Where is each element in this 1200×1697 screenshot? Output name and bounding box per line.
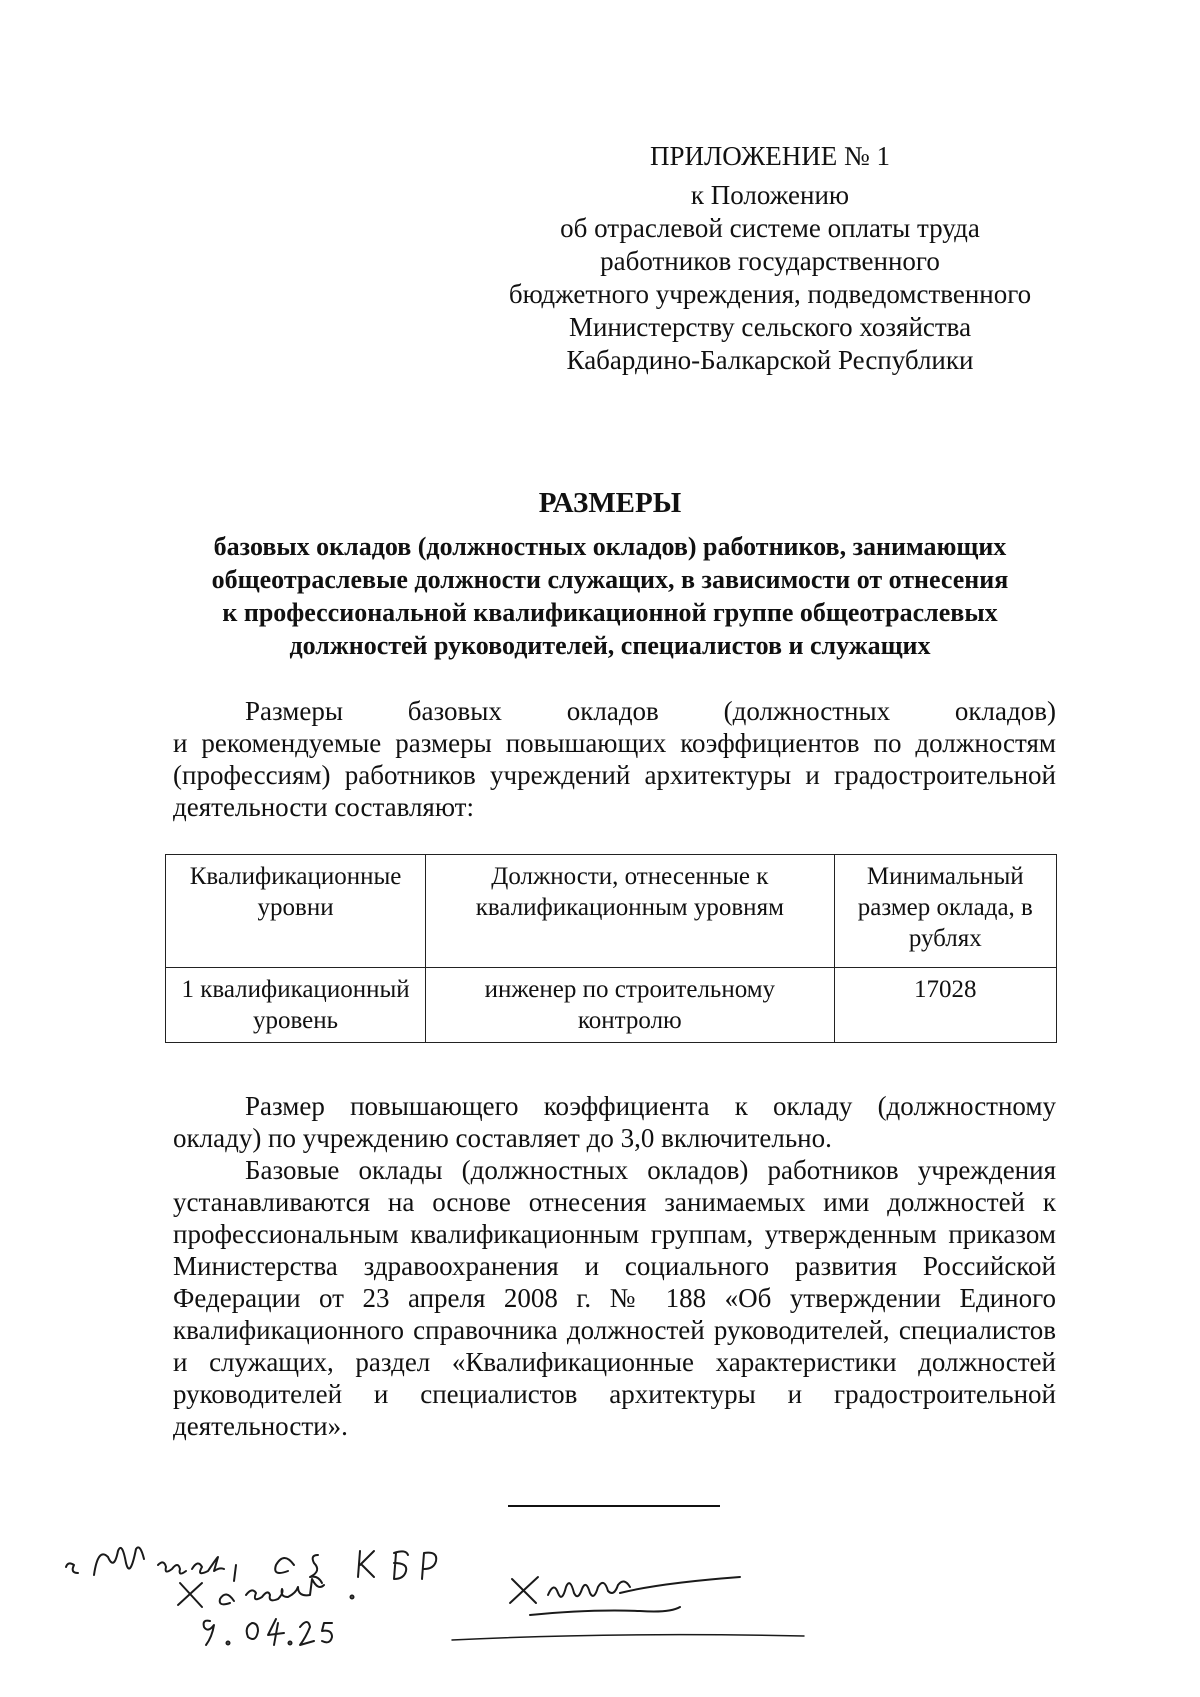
signature-mark xyxy=(452,1577,804,1640)
appendix-line: Кабардино-Балкарской Республики xyxy=(566,345,974,375)
base-salary-paragraph xyxy=(173,1154,1056,1442)
intro-paragraph xyxy=(173,695,1056,823)
document-title: РАЗМЕРЫ xyxy=(538,487,682,519)
intro-first-line: Размеры базовых окладов (должностных окладов) xyxy=(245,696,1056,726)
appendix-line: к Положению xyxy=(690,180,850,210)
header-qualification-levels: Квалификационные уровни xyxy=(166,855,426,968)
table-row xyxy=(166,968,1057,1043)
appendix-line: Министерству сельского хозяйства xyxy=(568,312,972,342)
appendix-line: об отраслевой системе оплаты труда xyxy=(560,213,980,243)
subtitle-line: базовых окладов (должностных окладов) работников, занимающих xyxy=(213,532,1007,561)
subtitle-line: к профессиональной квалификационной группе общеотраслевых xyxy=(222,598,998,627)
header-min-salary: Минимальный размер оклада, в рублях xyxy=(834,855,1056,968)
coefficient-paragraph xyxy=(173,1090,1056,1154)
appendix-line: бюджетного учреждения, подведомственного xyxy=(508,279,1032,309)
document-subtitle xyxy=(160,530,1060,662)
separator-line xyxy=(508,1505,720,1507)
table-header-row xyxy=(166,855,1057,968)
appendix-block xyxy=(480,140,1060,377)
header-positions: Должности, отнесенные к квалификационным уровням xyxy=(426,855,834,968)
intro-rest: и рекомендуемые размеры повышающих коэффициентов по должностям (профессиям) работников учреждений архитектуры и градостроительной деятельности составляют: xyxy=(173,728,1056,822)
base-first-line: Базовые оклады (должностных окладов) работников учреждения xyxy=(245,1155,1056,1185)
base-rest: устанавливаются на основе отнесения занимаемых ими должностей к профессиональным квалификационным группам, утвержденным приказом Министерства здравоохранения и социального развития Российской Федерации от 23 апреля 2008 г. № 188 «Об утверждении Единого квалификационного справочника должностей руководителей, специалистов и служащих, раздел «Квалификационные характеристики должностей руководителей и специалистов архитектуры и градостроительной деятельности». xyxy=(173,1187,1056,1441)
subtitle-line: общеотраслевые должности служащих, в зависимости от отнесения xyxy=(211,565,1009,594)
cell-level: 1 квалификационный уровень xyxy=(166,968,426,1043)
handwritten-signature-block xyxy=(60,1535,820,1675)
appendix-line: работников государственного xyxy=(600,246,940,276)
cell-position: инженер по строительному контролю xyxy=(426,968,834,1043)
coef-first-line: Размер повышающего коэффициента к окладу (должностному xyxy=(245,1091,1056,1121)
handwritten-minister-line xyxy=(66,1547,436,1583)
cell-salary: 17028 xyxy=(834,968,1056,1043)
handwritten-date-line xyxy=(204,1619,332,1645)
handwritten-name-line xyxy=(178,1579,354,1607)
subtitle-line: должностей руководителей, специалистов и служащих xyxy=(289,631,931,660)
coef-rest: окладу) по учреждению составляет до 3,0 включительно. xyxy=(173,1123,832,1153)
salary-table xyxy=(165,854,1057,1043)
appendix-title: ПРИЛОЖЕНИЕ № 1 xyxy=(649,141,891,171)
